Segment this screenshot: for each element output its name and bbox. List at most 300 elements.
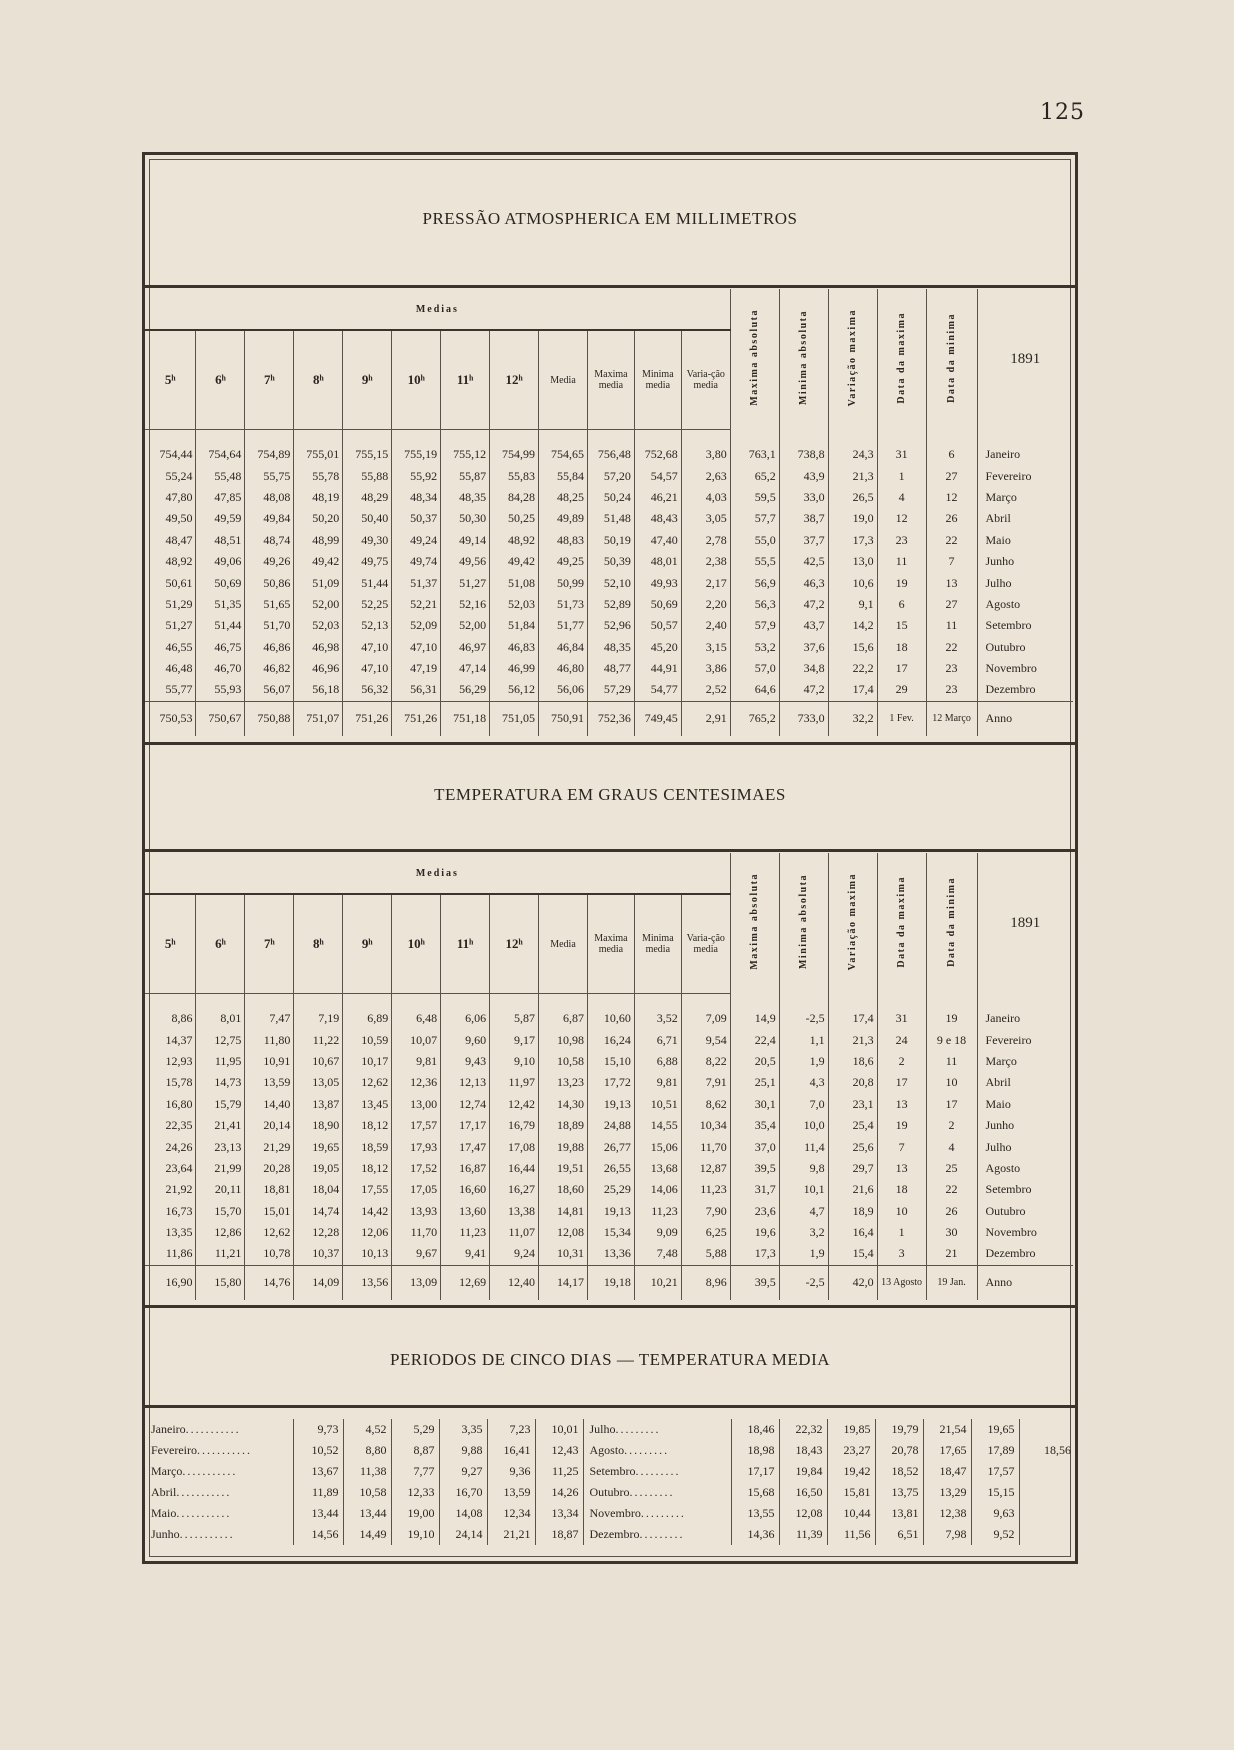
variacao-maxima-header: Variação maxima — [828, 853, 877, 994]
table-cell: 48,47 — [165, 532, 193, 547]
table-cell: 15,01 — [245, 1201, 294, 1222]
annual-cell: 750,67 — [196, 701, 245, 736]
period-cell: 13,75 — [875, 1482, 923, 1503]
maxima-media-header: Maxima media — [587, 894, 634, 994]
table-cell: 9,81 — [634, 1072, 681, 1093]
table-cell: 51,44 — [343, 572, 392, 593]
table-cell: 16,44 — [490, 1158, 539, 1179]
table-cell: 2,20 — [681, 594, 730, 615]
table-cell: 13,38 — [490, 1201, 539, 1222]
table-cell: 48,92 — [165, 554, 193, 569]
table-cell: 2,38 — [681, 551, 730, 572]
annual-cell: 15,80 — [196, 1265, 245, 1300]
period-cell: 14,36 — [731, 1524, 779, 1545]
table-cell: 2,17 — [681, 572, 730, 593]
table-cell: 24,3 — [828, 430, 877, 466]
table-cell: 37,6 — [779, 637, 828, 658]
table-cell: 12,75 — [196, 1029, 245, 1050]
table-cell: 19 — [877, 1115, 926, 1136]
table-cell: 6,88 — [634, 1051, 681, 1072]
table-row — [145, 994, 1073, 1030]
table-cell: 46,99 — [490, 658, 539, 679]
table-cell: 16,60 — [441, 1179, 490, 1200]
table-cell: 11,4 — [779, 1136, 828, 1157]
table-cell: 17,72 — [587, 1072, 634, 1093]
table-cell: 48,77 — [587, 658, 634, 679]
period-cell: 19,10 — [391, 1524, 439, 1545]
period-month-label: Junho........... — [151, 1527, 235, 1541]
temperature-table — [145, 853, 1073, 1300]
table-cell: 46,48 — [165, 661, 193, 676]
table-cell: 12,08 — [539, 1222, 588, 1243]
period-cell: 17,17 — [731, 1461, 779, 1482]
table-cell: 49,93 — [634, 572, 681, 593]
table-cell: 50,30 — [441, 508, 490, 529]
table-cell: 13 — [877, 1158, 926, 1179]
period-month-label: Fevereiro........... — [151, 1443, 252, 1457]
annual-cell: 12 Março — [926, 701, 977, 736]
data-minima-header: Data da minima — [926, 289, 977, 430]
annual-cell: 12,40 — [490, 1265, 539, 1300]
period-cell: 11,25 — [535, 1461, 583, 1482]
period-cell: 16,70 — [439, 1482, 487, 1503]
period-cell: 13,44 — [343, 1503, 391, 1524]
table-row — [145, 679, 1073, 701]
table-row — [145, 1201, 1073, 1222]
table-cell: 16,4 — [828, 1222, 877, 1243]
table-cell: 47,10 — [343, 637, 392, 658]
hour-header: 8ʰ — [294, 894, 343, 994]
tables-frame — [142, 152, 1078, 1564]
table-cell: 50,69 — [634, 594, 681, 615]
period-cell: 12,33 — [391, 1482, 439, 1503]
month-label: Março — [977, 487, 1073, 508]
period-month-text: Junho — [151, 1527, 180, 1541]
table-cell: 59,5 — [730, 487, 779, 508]
hour-header: 12ʰ — [490, 330, 539, 430]
table-cell: 10,51 — [634, 1094, 681, 1115]
month-label: Setembro — [977, 1179, 1073, 1200]
table-cell: 2,63 — [681, 465, 730, 486]
period-extra-empty — [1019, 1503, 1075, 1524]
table-cell: 20,28 — [245, 1158, 294, 1179]
table-cell: 52,96 — [587, 615, 634, 636]
table-cell: 14,06 — [634, 1179, 681, 1200]
variacao-maxima-header: Variação maxima — [828, 289, 877, 430]
table-cell: 10,91 — [245, 1051, 294, 1072]
table-cell: 754,44 — [159, 447, 193, 462]
table-cell: 17,55 — [343, 1179, 392, 1200]
table-cell: 8,62 — [681, 1094, 730, 1115]
table-cell: 17,4 — [828, 679, 877, 701]
table-cell: 49,30 — [343, 530, 392, 551]
period-month-label: Novembro......... — [583, 1503, 731, 1524]
table-cell: 46,86 — [245, 637, 294, 658]
period-cell: 8,80 — [343, 1440, 391, 1461]
table-cell: 7,48 — [634, 1243, 681, 1265]
table-row — [145, 487, 1073, 508]
table-cell: 33,0 — [779, 487, 828, 508]
table-cell: 55,83 — [490, 465, 539, 486]
table-cell: 13,0 — [828, 551, 877, 572]
annual-cell: 39,5 — [730, 1265, 779, 1300]
pressure-top-rule — [145, 285, 1075, 288]
table-cell: 47,85 — [196, 487, 245, 508]
table-row — [145, 530, 1073, 551]
table-cell: 12,86 — [196, 1222, 245, 1243]
table-cell: 48,01 — [634, 551, 681, 572]
period-cell: 15,81 — [827, 1482, 875, 1503]
month-label: Novembro — [977, 658, 1073, 679]
table-cell: 9,10 — [490, 1051, 539, 1072]
period-month-text: Outubro — [589, 1485, 630, 1499]
table-cell: 55,48 — [196, 465, 245, 486]
period-cell: 15,68 — [731, 1482, 779, 1503]
table-cell: 22 — [926, 637, 977, 658]
table-cell: 49,56 — [441, 551, 490, 572]
table-cell: 10,1 — [779, 1179, 828, 1200]
year-header: 1891 — [977, 289, 1073, 430]
table-cell: 15,4 — [828, 1243, 877, 1265]
periods-title: PERIODOS DE CINCO DIAS — TEMPERATURA MEDIA — [389, 1350, 831, 1369]
media-header: Media — [539, 894, 588, 994]
period-month-label: Abril........... — [151, 1485, 232, 1499]
table-cell: 18,89 — [539, 1115, 588, 1136]
period-month-label: Julho......... — [583, 1419, 731, 1440]
annual-cell: 750,53 — [145, 701, 196, 736]
period-cell: 13,29 — [923, 1482, 971, 1503]
table-cell: 49,06 — [196, 551, 245, 572]
table-cell: 49,75 — [343, 551, 392, 572]
period-month-label: Maio........... — [151, 1506, 232, 1520]
table-cell: 43,9 — [779, 465, 828, 486]
table-cell: 55,84 — [539, 465, 588, 486]
table-cell: 57,7 — [730, 508, 779, 529]
table-cell: 57,9 — [730, 615, 779, 636]
table-cell: 7,47 — [245, 994, 294, 1030]
table-cell: 14,30 — [539, 1094, 588, 1115]
table-row — [145, 1222, 1073, 1243]
table-cell: 15,79 — [196, 1094, 245, 1115]
table-cell: 15,70 — [196, 1201, 245, 1222]
table-cell: 12,62 — [245, 1222, 294, 1243]
table-cell: 11,22 — [294, 1029, 343, 1050]
table-row — [145, 551, 1073, 572]
table-row — [145, 430, 1073, 466]
table-cell: 49,59 — [196, 508, 245, 529]
table-cell: 19,65 — [294, 1136, 343, 1157]
table-cell: 13,60 — [441, 1201, 490, 1222]
period-cell: 11,56 — [827, 1524, 875, 1545]
table-cell: 25,6 — [828, 1136, 877, 1157]
table-cell: 11,23 — [441, 1222, 490, 1243]
table-cell: 7 — [877, 1136, 926, 1157]
table-cell: 49,14 — [441, 530, 490, 551]
table-cell: 12 — [926, 487, 977, 508]
table-cell: 17,17 — [441, 1115, 490, 1136]
table-row — [145, 658, 1073, 679]
variacao-media-header: Varia-ção media — [681, 330, 730, 430]
table-cell: 21,29 — [245, 1136, 294, 1157]
table-cell: 55,88 — [343, 465, 392, 486]
table-cell: 51,08 — [490, 572, 539, 593]
period-cell: 14,08 — [439, 1503, 487, 1524]
table-cell: 51,44 — [196, 615, 245, 636]
table-cell: 52,25 — [343, 594, 392, 615]
table-cell: 11 — [877, 551, 926, 572]
table-cell: 47,10 — [392, 637, 441, 658]
annual-cell: 12,69 — [441, 1265, 490, 1300]
table-cell: 34,8 — [779, 658, 828, 679]
table-cell: 18,6 — [828, 1051, 877, 1072]
table-cell: 16,27 — [490, 1179, 539, 1200]
annual-cell: 733,0 — [779, 701, 828, 736]
period-cell: 17,57 — [971, 1461, 1019, 1482]
period-extra-empty — [1019, 1419, 1075, 1440]
table-cell: 30 — [926, 1222, 977, 1243]
table-cell: 10,60 — [587, 994, 634, 1030]
table-cell: 18,12 — [343, 1158, 392, 1179]
period-cell: 12,08 — [779, 1503, 827, 1524]
table-cell: 55,24 — [165, 468, 193, 483]
table-cell: 12,62 — [343, 1072, 392, 1093]
table-cell: 51,27 — [165, 618, 193, 633]
month-label: Junho — [977, 1115, 1073, 1136]
annual-cell: 765,2 — [730, 701, 779, 736]
table-cell: 755,01 — [294, 430, 343, 466]
table-cell: 15,6 — [828, 637, 877, 658]
table-cell: 44,91 — [634, 658, 681, 679]
period-cell: 9,88 — [439, 1440, 487, 1461]
period-cell: 4,52 — [343, 1419, 391, 1440]
table-cell: 55,75 — [245, 465, 294, 486]
table-cell: 46,21 — [634, 487, 681, 508]
annual-cell: 751,26 — [343, 701, 392, 736]
table-row — [145, 1072, 1073, 1093]
table-cell: 6 — [926, 430, 977, 466]
table-cell: 65,2 — [730, 465, 779, 486]
period-cell: 7,23 — [487, 1419, 535, 1440]
table-cell: 9,24 — [490, 1243, 539, 1265]
table-cell: 27 — [926, 594, 977, 615]
table-cell: 9,81 — [392, 1051, 441, 1072]
table-cell: 1 — [877, 465, 926, 486]
table-cell: 17 — [926, 1094, 977, 1115]
month-label: Junho — [977, 551, 1073, 572]
table-cell: 48,43 — [634, 508, 681, 529]
period-cell: 18,98 — [731, 1440, 779, 1461]
table-cell: 9,17 — [490, 1029, 539, 1050]
hour-header: 11ʰ — [441, 894, 490, 994]
table-cell: 11,07 — [490, 1222, 539, 1243]
table-cell: 56,32 — [343, 679, 392, 701]
table-row — [145, 465, 1073, 486]
table-cell: 46,55 — [165, 639, 193, 654]
table-cell: 15,34 — [587, 1222, 634, 1243]
annual-cell: 751,26 — [392, 701, 441, 736]
table-row — [145, 1094, 1073, 1115]
table-cell: 7,19 — [294, 994, 343, 1030]
period-cell: 14,56 — [293, 1524, 343, 1545]
period-month-label: Março........... — [151, 1464, 238, 1478]
table-cell: 2,40 — [681, 615, 730, 636]
table-cell: 48,74 — [245, 530, 294, 551]
table-cell: 49,50 — [165, 511, 193, 526]
annual-cell: 749,45 — [634, 701, 681, 736]
table-cell: 48,92 — [490, 530, 539, 551]
table-cell: 26 — [926, 508, 977, 529]
table-cell: 7,90 — [681, 1201, 730, 1222]
table-cell: 17,52 — [392, 1158, 441, 1179]
table-cell: 8,01 — [196, 994, 245, 1030]
table-cell: 10,6 — [828, 572, 877, 593]
annual-cell: 14,76 — [245, 1265, 294, 1300]
table-cell: 11,23 — [681, 1179, 730, 1200]
table-cell: 11,70 — [681, 1136, 730, 1157]
table-cell: 10,31 — [539, 1243, 588, 1265]
table-cell: 52,10 — [587, 572, 634, 593]
table-cell: 52,89 — [587, 594, 634, 615]
table-cell: 6,06 — [441, 994, 490, 1030]
table-cell: 37,7 — [779, 530, 828, 551]
period-cell: 13,44 — [293, 1503, 343, 1524]
period-cell: 21,54 — [923, 1419, 971, 1440]
period-cell: 13,59 — [487, 1482, 535, 1503]
table-cell: 26,55 — [587, 1158, 634, 1179]
table-cell: 53,2 — [730, 637, 779, 658]
maxima-absoluta-header: Maxima absoluta — [730, 289, 779, 430]
table-cell: 56,31 — [392, 679, 441, 701]
period-cell: 11,38 — [343, 1461, 391, 1482]
table-cell: 56,9 — [730, 572, 779, 593]
table-cell: 752,68 — [634, 430, 681, 466]
table-cell: 43,7 — [779, 615, 828, 636]
period-cell: 13,67 — [293, 1461, 343, 1482]
month-label: Dezembro — [977, 679, 1073, 701]
table-cell: 15 — [877, 615, 926, 636]
medias-header: Medias — [145, 289, 730, 330]
period-cell: 10,52 — [293, 1440, 343, 1461]
annual-cell: 13,09 — [392, 1265, 441, 1300]
table-cell: 51,70 — [245, 615, 294, 636]
annual-cell: 14,09 — [294, 1265, 343, 1300]
maxima-media-header: Maxima media — [587, 330, 634, 430]
periods-table — [145, 1419, 1075, 1545]
month-label: Abril — [977, 1072, 1073, 1093]
annual-cell: 13,56 — [343, 1265, 392, 1300]
period-cell: 15,15 — [971, 1482, 1019, 1503]
table-cell: 3,52 — [634, 994, 681, 1030]
month-label: Fevereiro — [977, 465, 1073, 486]
period-cell: 7,77 — [391, 1461, 439, 1482]
period-cell: 18,46 — [731, 1419, 779, 1440]
table-cell: 9,8 — [779, 1158, 828, 1179]
month-label: Setembro — [977, 615, 1073, 636]
table-cell: 10,0 — [779, 1115, 828, 1136]
month-label: Março — [977, 1051, 1073, 1072]
data-minima-header: Data da minima — [926, 853, 977, 994]
table-cell: 18 — [877, 1179, 926, 1200]
month-label: Julho — [977, 572, 1073, 593]
table-cell: 47,19 — [392, 658, 441, 679]
table-cell: 9,43 — [441, 1051, 490, 1072]
period-cell: 13,34 — [535, 1503, 583, 1524]
table-row — [145, 1158, 1073, 1179]
period-cell: 19,79 — [875, 1419, 923, 1440]
table-cell: 22,35 — [165, 1118, 193, 1133]
data-maxima-header: Data da maxima — [877, 853, 926, 994]
table-cell: 13,35 — [165, 1225, 193, 1240]
period-row — [145, 1482, 1075, 1503]
table-cell: 10 — [926, 1072, 977, 1093]
period-cell: 14,49 — [343, 1524, 391, 1545]
table-cell: 47,40 — [634, 530, 681, 551]
hour-header: 12ʰ — [490, 894, 539, 994]
table-cell: 14,9 — [730, 994, 779, 1030]
table-cell: 56,12 — [490, 679, 539, 701]
table-cell: 48,25 — [539, 487, 588, 508]
period-cell: 6,51 — [875, 1524, 923, 1545]
table-cell: 19,0 — [828, 508, 877, 529]
table-cell: 4,03 — [681, 487, 730, 508]
hour-header: 6ʰ — [196, 330, 245, 430]
table-cell: 755,15 — [343, 430, 392, 466]
period-month-text: Maio — [151, 1506, 177, 1520]
period-cell: 10,58 — [343, 1482, 391, 1503]
table-cell: 55,93 — [196, 679, 245, 701]
table-cell: 11,86 — [165, 1246, 193, 1261]
table-cell: 23 — [926, 679, 977, 701]
table-cell: 26,77 — [587, 1136, 634, 1157]
pressure-bottom-rule — [145, 742, 1075, 745]
table-cell: 4 — [926, 1136, 977, 1157]
table-cell: 12,28 — [294, 1222, 343, 1243]
table-cell: 12,87 — [681, 1158, 730, 1179]
table-cell: 30,1 — [730, 1094, 779, 1115]
table-cell: 9,67 — [392, 1243, 441, 1265]
period-cell: 12,38 — [923, 1503, 971, 1524]
table-cell: 21,41 — [196, 1115, 245, 1136]
period-month-text: Abril — [151, 1485, 177, 1499]
table-row — [145, 572, 1073, 593]
table-cell: 22 — [926, 1179, 977, 1200]
period-cell: 18,87 — [535, 1524, 583, 1545]
table-cell: 4 — [877, 487, 926, 508]
table-cell: 25 — [926, 1158, 977, 1179]
table-cell: 50,24 — [587, 487, 634, 508]
table-cell: 13,23 — [539, 1072, 588, 1093]
table-cell: 17,4 — [828, 994, 877, 1030]
table-cell: 14,2 — [828, 615, 877, 636]
table-cell: 38,7 — [779, 508, 828, 529]
period-cell: 23,27 — [827, 1440, 875, 1461]
period-month-label: Agosto......... — [583, 1440, 731, 1461]
table-cell: 55,92 — [392, 465, 441, 486]
table-cell: 8,86 — [171, 1011, 193, 1026]
period-cell: 12,34 — [487, 1503, 535, 1524]
table-cell: 39,5 — [730, 1158, 779, 1179]
table-cell: 17 — [877, 1072, 926, 1093]
table-cell: 10 — [877, 1201, 926, 1222]
table-cell: 13,87 — [294, 1094, 343, 1115]
table-cell: 11,23 — [634, 1201, 681, 1222]
annual-cell: 751,05 — [490, 701, 539, 736]
table-cell: 24,26 — [165, 1139, 193, 1154]
table-cell: 14,81 — [539, 1201, 588, 1222]
period-cell: 20,78 — [875, 1440, 923, 1461]
table-cell: 24 — [877, 1029, 926, 1050]
table-cell: 64,6 — [730, 679, 779, 701]
